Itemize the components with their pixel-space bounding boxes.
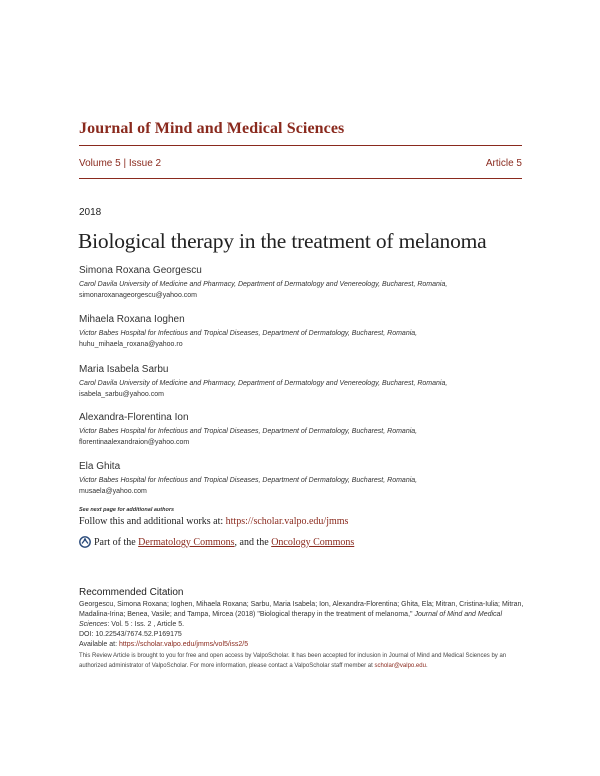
citation-tail: : Vol. 5 : Iss. 2 , Article 5. [107, 621, 185, 628]
citation-text: Georgescu, Simona Roxana; Ioghen, Mihaela Roxana; Sarbu, Maria Isabela; Ion, Alexandra-Florentina; Ghita, Ela; Mitran, Cristina-Iulia; Mitran, Madalina-Irina; Benea, Vasile; and Tampa, Mircea (2018) "Biological therapy in the treatment of melanoma," [79, 601, 524, 618]
available-link[interactable]: https://scholar.valpo.edu/jmms/vol5/iss2/5 [118, 641, 249, 648]
footer-end: . [425, 662, 428, 669]
available-label: Available at: [79, 641, 119, 648]
author-affiliation: Victor Babes Hospital for Infectious and Tropical Diseases, Department of Dermatology, Bucharest, Romania, [79, 330, 418, 337]
oncology-commons-link[interactable]: Oncology Commons [271, 536, 355, 548]
author-entry [79, 363, 524, 400]
follow-line [79, 516, 348, 527]
author-email: huhu_mihaela_roxana@yahoo.ro [79, 341, 183, 348]
author-affiliation: Carol Davila University of Medicine and Pharmacy, Department of Dermatology and Venereology, Bucharest, Romania, [79, 380, 448, 387]
citation-doi: DOI: 10.22543/7674.52.P169175 [79, 631, 182, 638]
part-of-line [79, 536, 354, 548]
recommended-citation-heading: Recommended Citation [79, 587, 184, 598]
author-affiliation: Victor Babes Hospital for Infectious and Tropical Diseases, Department of Dermatology, Bucharest, Romania, [79, 428, 418, 435]
network-icon [79, 536, 91, 548]
header-rule-bottom [79, 178, 522, 179]
publication-year: 2018 [79, 207, 102, 218]
header-rule-top [79, 145, 522, 146]
author-name: Simona Roxana Georgescu [79, 265, 202, 276]
volume-issue-link[interactable]: Volume 5 | Issue 2 [79, 158, 162, 169]
see-next-page-note: See next page for additional authors [79, 507, 175, 513]
journal-title[interactable]: Journal of Mind and Medical Sciences [79, 120, 345, 137]
author-name: Alexandra-Florentina Ion [79, 412, 189, 423]
author-entry [79, 460, 524, 497]
article-number[interactable]: Article 5 [485, 158, 522, 169]
citation-journal: Journal of Mind and Medical Sciences [79, 611, 503, 628]
author-email: florentinaalexandraion@yahoo.com [79, 439, 190, 446]
author-entry [79, 264, 524, 301]
contact-email-link[interactable]: scholar@valpo.edu [374, 662, 426, 669]
citation-block [79, 600, 524, 650]
dermatology-commons-link[interactable]: Dermatology Commons [138, 536, 235, 548]
author-affiliation: Victor Babes Hospital for Infectious and Tropical Diseases, Department of Dermatology, Bucharest, Romania, [79, 477, 418, 484]
author-entry [79, 313, 524, 350]
author-email: musaela@yahoo.com [79, 488, 147, 495]
author-entry [79, 411, 524, 448]
part-of-middle: , and the [234, 536, 269, 548]
author-name: Mihaela Roxana Ioghen [79, 314, 185, 325]
author-affiliation: Carol Davila University of Medicine and Pharmacy, Department of Dermatology and Venereology, Bucharest, Romania, [79, 281, 448, 288]
part-of-prefix: Part of the [94, 536, 136, 548]
author-name: Maria Isabela Sarbu [79, 364, 169, 375]
author-email: simonaroxanageorgescu@yahoo.com [79, 292, 198, 299]
follow-text: Follow this and additional works at: [79, 516, 226, 527]
follow-link[interactable]: https://scholar.valpo.edu/jmms [225, 516, 349, 527]
footer-notice [79, 652, 524, 671]
paper-title: Biological therapy in the treatment of melanoma [78, 229, 487, 253]
author-email: isabela_sarbu@yahoo.com [79, 391, 164, 398]
author-name: Ela Ghita [79, 461, 121, 472]
footer-text: This Review Article is brought to you for free and open access by ValpoScholar. It has been accepted for inclusion in Journal of Mind and Medical Sciences by an authorized administrator of ValpoScholar. For more information, please contact a ValpoScholar staff member at [79, 653, 507, 669]
